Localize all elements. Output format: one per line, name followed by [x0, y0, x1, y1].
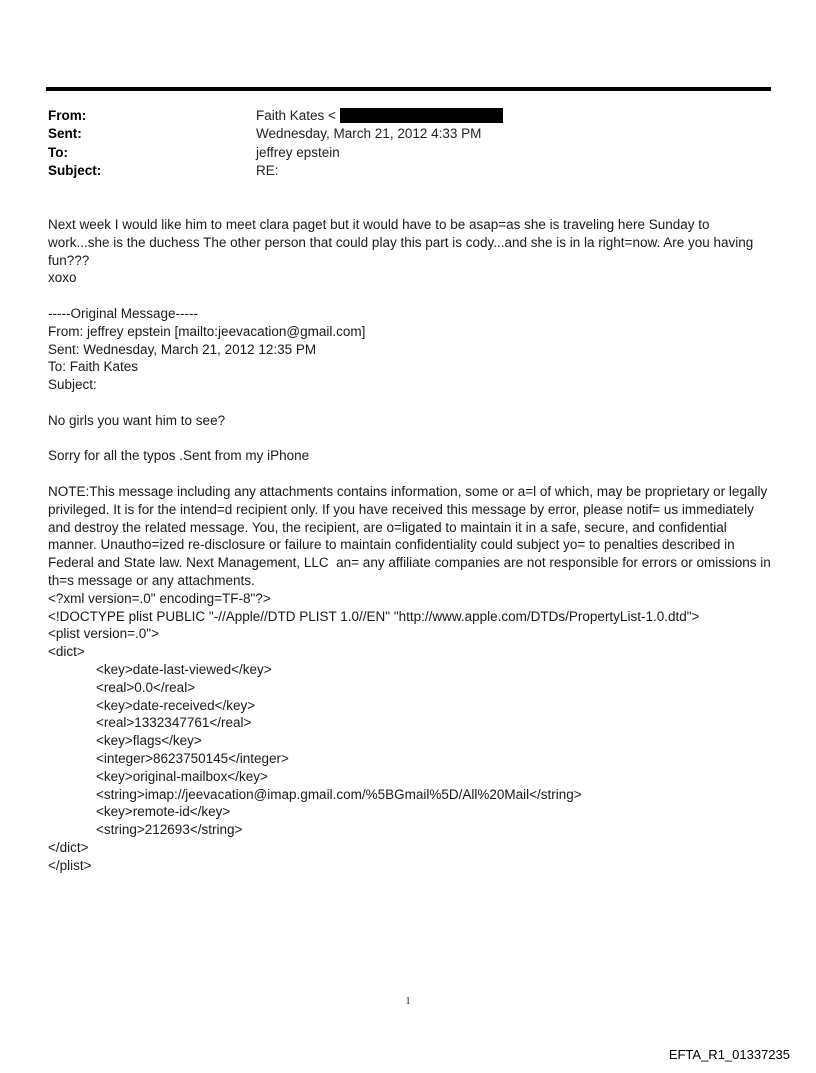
xml-line: <key>flags</key>	[96, 733, 202, 749]
original-header-line: Sent: Wednesday, March 21, 2012 12:35 PM	[48, 341, 317, 357]
xml-line: <key>remote-id</key>	[96, 804, 231, 820]
xml-line: <key>original-mailbox</key>	[96, 768, 268, 784]
xml-line: <plist version=.0">	[48, 626, 159, 642]
body-line: xoxo	[48, 270, 77, 286]
from-label: From:	[48, 108, 87, 123]
original-header-line: -----Original Message-----	[48, 305, 199, 321]
xml-line: </plist>	[48, 857, 92, 873]
note-line: th=s message or any attachments.	[48, 572, 255, 588]
sent-value: Wednesday, March 21, 2012 4:33 PM	[256, 126, 482, 142]
note-line: and destroy the related message. You, the recipient, are o=ligated to maintain it in a safe, secure, and confidential	[48, 519, 727, 535]
email-body	[48, 216, 773, 874]
note-line: NOTE:This message including any attachments contains information, some or a=l of which, may be proprietary or legally	[48, 483, 768, 499]
redaction-bar	[340, 108, 503, 123]
header-rule	[46, 87, 771, 91]
from-value: Faith Kates <	[256, 108, 336, 123]
subject-value: RE:	[256, 162, 279, 178]
body-line: fun???	[48, 252, 90, 268]
email-header	[48, 107, 503, 180]
body-line: work...she is the duchess The other person that could play this part is cody...and she is in la right=now. Are you having	[48, 234, 754, 250]
original-header-line: To: Faith Kates	[48, 359, 139, 375]
page-number: 1	[405, 996, 411, 1007]
xml-line: <real>0.0</real>	[96, 679, 196, 695]
xml-line: <real>1332347761</real>	[96, 715, 252, 731]
to-label: To:	[48, 144, 68, 160]
note-line: privileged. It is for the intend=d recipient only. If you have received this message by error, please notif= us immediately	[48, 501, 754, 517]
xml-line: <key>date-last-viewed</key>	[96, 661, 272, 677]
subject-label: Subject:	[48, 162, 102, 178]
xml-line: <string>212693</string>	[96, 822, 243, 838]
xml-line: </dict>	[48, 839, 89, 855]
note-line: Federal and State law. Next Management, LLC an= any affiliate companies are not responsible for errors or omissions in	[48, 555, 771, 571]
xml-line: <?xml version=.0" encoding=TF-8"?>	[48, 590, 271, 606]
document-id: EFTA_R1_01337235	[668, 1047, 790, 1062]
xml-line: <dict>	[48, 644, 85, 660]
to-value: jeffrey epstein	[256, 144, 340, 160]
note-line: manner. Unautho=ized re-disclosure or failure to maintain confidentiality could subject yo= to penalties described in	[48, 537, 735, 553]
xml-line: <key>date-received</key>	[96, 697, 256, 713]
original-header-line: From: jeffrey epstein [mailto:jeevacation@gmail.com]	[48, 323, 366, 339]
xml-line: <integer>8623750145</integer>	[96, 750, 289, 766]
original-message-line: Sorry for all the typos .Sent from my iPhone	[48, 448, 310, 464]
xml-line: <!DOCTYPE plist PUBLIC "-//Apple//DTD PLIST 1.0//EN" "http://www.apple.com/DTDs/PropertyList-1.0.dtd">	[48, 608, 700, 624]
original-message-line: No girls you want him to see?	[48, 412, 226, 428]
xml-line: <string>imap://jeevacation@imap.gmail.com/%5BGmail%5D/All%20Mail</string>	[96, 786, 582, 802]
original-header-line: Subject:	[48, 377, 97, 393]
sent-label: Sent:	[48, 126, 82, 142]
body-line: Next week I would like him to meet clara paget but it would have to be asap=as she is traveling here Sunday to	[48, 217, 710, 232]
